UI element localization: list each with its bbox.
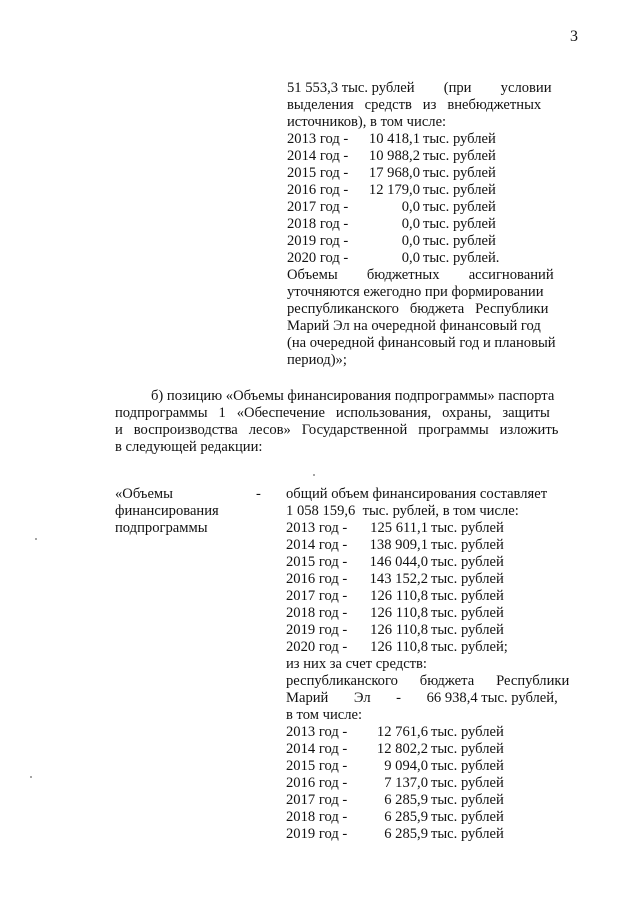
year-amount: 0,0	[401, 199, 420, 215]
text-line: республиканского бюджета Республики	[286, 673, 570, 689]
table-years-total	[286, 520, 578, 656]
year-row	[287, 165, 577, 182]
year-amount: 126 110,8	[370, 605, 428, 621]
text-line: источников), в том числе:	[287, 114, 447, 130]
year-unit: тыс. рублей.	[423, 250, 500, 266]
year-unit: тыс. рублей	[431, 758, 504, 774]
year-amount: 17 968,0	[368, 165, 420, 181]
table-years-republic	[286, 724, 578, 843]
year-unit: тыс. рублей	[431, 741, 504, 757]
year-amount: 0,0	[401, 216, 420, 232]
year-year: 2017 год -	[286, 792, 348, 808]
year-amount: 0,0	[401, 250, 420, 266]
year-amount: 7 137,0	[384, 775, 428, 791]
text-line: «Объемы	[115, 486, 173, 502]
year-year: 2016 год -	[286, 571, 348, 587]
year-row	[286, 724, 578, 741]
year-row	[286, 520, 578, 537]
year-unit: тыс. рублей	[431, 809, 504, 825]
year-year: 2014 год -	[286, 741, 348, 757]
table-value-cell	[286, 486, 578, 843]
year-year: 2020 год -	[286, 639, 348, 655]
text-line: из них за счет средств:	[286, 656, 427, 672]
year-year: 2018 год -	[286, 809, 348, 825]
text-line: 51 553,3 тыс. рублей (при условии	[287, 80, 552, 96]
year-row	[286, 537, 578, 554]
year-year: 2020 год -	[287, 250, 349, 266]
year-unit: тыс. рублей	[431, 537, 504, 553]
text-line: и воспроизводства лесов» Государственной программы изложить	[115, 422, 559, 438]
top-intro	[287, 80, 577, 131]
text-line: общий объем финансирования составляет	[286, 486, 548, 502]
year-unit: тыс. рублей;	[431, 639, 508, 655]
year-amount: 10 988,2	[368, 148, 420, 164]
text-line: подпрограммы	[115, 520, 208, 536]
table-dash: -	[256, 486, 261, 502]
year-row	[286, 554, 578, 571]
year-amount: 9 094,0	[384, 758, 428, 774]
year-year: 2013 год -	[287, 131, 349, 147]
year-row	[287, 131, 577, 148]
text-line: в том числе:	[286, 707, 363, 723]
year-row	[286, 758, 578, 775]
year-unit: тыс. рублей	[431, 520, 504, 536]
year-unit: тыс. рублей	[431, 826, 504, 842]
year-unit: тыс. рублей	[423, 233, 496, 249]
text-line: (на очередной финансовый год и плановый	[287, 335, 556, 351]
year-row	[286, 571, 578, 588]
scan-speck	[35, 538, 37, 540]
year-year: 2015 год -	[287, 165, 349, 181]
top-years-list	[287, 131, 577, 267]
year-year: 2015 год -	[286, 554, 348, 570]
year-year: 2018 год -	[287, 216, 349, 232]
text-line: республиканского бюджета Республики	[287, 301, 549, 317]
table-intro	[286, 486, 578, 520]
year-year: 2014 год -	[286, 537, 348, 553]
year-year: 2019 год -	[286, 826, 348, 842]
text-line: выделения средств из внебюджетных	[287, 97, 542, 113]
year-row	[286, 775, 578, 792]
year-year: 2017 год -	[287, 199, 349, 215]
text-line: 1 058 159,6 тыс. рублей, в том числе:	[286, 503, 519, 519]
paragraph-b-text	[115, 388, 579, 456]
year-unit: тыс. рублей	[423, 148, 496, 164]
year-unit: тыс. рублей	[431, 554, 504, 570]
year-row	[287, 148, 577, 165]
year-year: 2014 год -	[287, 148, 349, 164]
text-line: уточняются ежегодно при формировании	[287, 284, 544, 300]
year-amount: 125 611,1	[370, 520, 428, 536]
year-unit: тыс. рублей	[431, 571, 504, 587]
text-line: в следующей редакции:	[115, 439, 263, 455]
year-unit: тыс. рублей	[423, 199, 496, 215]
year-row	[287, 233, 577, 250]
year-amount: 0,0	[401, 233, 420, 249]
year-row	[286, 588, 578, 605]
year-unit: тыс. рублей	[431, 588, 504, 604]
year-year: 2016 год -	[287, 182, 349, 198]
year-year: 2019 год -	[286, 622, 348, 638]
text-line: подпрограммы 1 «Обеспечение использования, охраны, защиты	[115, 405, 550, 421]
year-amount: 6 285,9	[384, 792, 428, 808]
top-closing	[287, 267, 577, 369]
page-number: 3	[570, 28, 578, 45]
table-label-cell	[115, 486, 245, 537]
year-year: 2015 год -	[286, 758, 348, 774]
year-amount: 6 285,9	[384, 809, 428, 825]
paragraph-b	[115, 388, 579, 456]
year-year: 2017 год -	[286, 588, 348, 604]
year-amount: 12 802,2	[376, 741, 428, 757]
year-year: 2019 год -	[287, 233, 349, 249]
year-row	[286, 622, 578, 639]
year-unit: тыс. рублей	[423, 131, 496, 147]
text-line: период)»;	[287, 352, 347, 368]
year-year: 2013 год -	[286, 724, 348, 740]
year-row	[286, 826, 578, 843]
year-row	[286, 605, 578, 622]
year-amount: 6 285,9	[384, 826, 428, 842]
year-unit: тыс. рублей	[431, 605, 504, 621]
year-unit: тыс. рублей	[431, 622, 504, 638]
year-amount: 126 110,8	[370, 622, 428, 638]
text-line: Марий Эл на очередной финансовый год	[287, 318, 541, 334]
year-unit: тыс. рублей	[423, 182, 496, 198]
year-unit: тыс. рублей	[431, 724, 504, 740]
table-label	[115, 486, 245, 537]
year-row	[287, 250, 577, 267]
year-row	[287, 216, 577, 233]
year-unit: тыс. рублей	[431, 775, 504, 791]
top-financing-block	[287, 80, 577, 369]
table-middle	[286, 656, 578, 724]
year-amount: 126 110,8	[370, 639, 428, 655]
year-row	[287, 199, 577, 216]
year-year: 2018 год -	[286, 605, 348, 621]
year-row	[286, 639, 578, 656]
text-line: Марий Эл - 66 938,4 тыс. рублей,	[286, 690, 558, 706]
year-year: 2013 год -	[286, 520, 348, 536]
scan-speck	[313, 474, 315, 476]
year-unit: тыс. рублей	[423, 165, 496, 181]
year-amount: 126 110,8	[370, 588, 428, 604]
year-year: 2016 год -	[286, 775, 348, 791]
text-line: Объемы бюджетных ассигнований	[287, 267, 554, 283]
scan-speck	[30, 776, 32, 778]
text-line: финансирования	[115, 503, 219, 519]
year-row	[286, 792, 578, 809]
year-amount: 143 152,2	[369, 571, 428, 587]
year-row	[286, 809, 578, 826]
year-amount: 10 418,1	[368, 131, 420, 147]
year-amount: 138 909,1	[369, 537, 428, 553]
year-amount: 146 044,0	[369, 554, 428, 570]
year-row	[287, 182, 577, 199]
year-row	[286, 741, 578, 758]
year-amount: 12 179,0	[368, 182, 420, 198]
year-amount: 12 761,6	[376, 724, 428, 740]
year-unit: тыс. рублей	[423, 216, 496, 232]
text-line: б) позицию «Объемы финансирования подпрограммы» паспорта	[151, 388, 555, 404]
year-unit: тыс. рублей	[431, 792, 504, 808]
